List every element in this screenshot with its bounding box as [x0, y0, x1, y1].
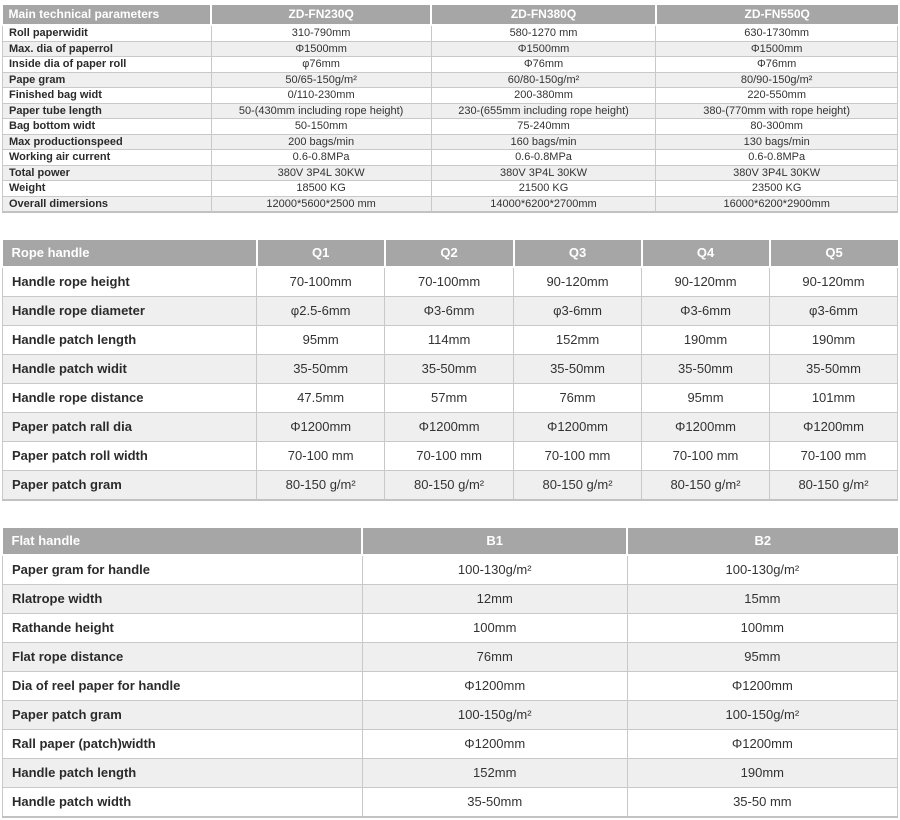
table-row	[3, 134, 898, 150]
cell-value: Φ1200mm	[514, 413, 642, 442]
table-row	[3, 413, 898, 442]
table-row	[3, 88, 898, 104]
row-label: Overall dimersions	[3, 196, 212, 212]
row-label: Inside dia of paper roll	[3, 57, 212, 73]
cell-value: 76mm	[514, 384, 642, 413]
cell-value: 152mm	[362, 759, 627, 788]
cell-value: 21500 KG	[431, 181, 656, 197]
row-label: Roll paperwidit	[3, 25, 212, 41]
cell-value: 50-150mm	[211, 119, 431, 135]
table-row	[3, 585, 898, 614]
table-row	[3, 471, 898, 501]
row-label: Pape gram	[3, 72, 212, 88]
row-label: Dia of reel paper for handle	[3, 672, 363, 701]
row-label: Rathande height	[3, 614, 363, 643]
table-row	[3, 165, 898, 181]
cell-value: Φ76mm	[431, 57, 656, 73]
cell-value: 0.6-0.8MPa	[431, 150, 656, 166]
cell-value: Φ3-6mm	[385, 297, 514, 326]
cell-value: φ2.5-6mm	[257, 297, 385, 326]
table-row	[3, 267, 898, 297]
table-row	[3, 672, 898, 701]
cell-value: 0.6-0.8MPa	[656, 150, 898, 166]
cell-value: 80-150 g/m²	[642, 471, 770, 501]
table-row	[3, 150, 898, 166]
cell-value: 190mm	[770, 326, 898, 355]
table-row	[3, 196, 898, 212]
cell-value: Φ1200mm	[362, 730, 627, 759]
cell-value: 15mm	[627, 585, 897, 614]
cell-value: Φ1500mm	[656, 41, 898, 57]
cell-value: 310-790mm	[211, 25, 431, 41]
row-label: Finished bag widt	[3, 88, 212, 104]
flat-handle-column-header-1: B2	[627, 528, 897, 555]
cell-value: 80-150 g/m²	[257, 471, 385, 501]
cell-value: 80/90-150g/m²	[656, 72, 898, 88]
cell-value: 16000*6200*2900mm	[656, 196, 898, 212]
main-technical-parameters-column-header-0: ZD-FN230Q	[211, 5, 431, 25]
cell-value: 70-100 mm	[257, 442, 385, 471]
table-row	[3, 643, 898, 672]
row-label: Paper gram for handle	[3, 555, 363, 585]
cell-value: 90-120mm	[770, 267, 898, 297]
cell-value: 75-240mm	[431, 119, 656, 135]
table-row	[3, 355, 898, 384]
cell-value: 101mm	[770, 384, 898, 413]
cell-value: 14000*6200*2700mm	[431, 196, 656, 212]
table-row	[3, 701, 898, 730]
cell-value: 76mm	[362, 643, 627, 672]
cell-value: φ76mm	[211, 57, 431, 73]
cell-value: 160 bags/min	[431, 134, 656, 150]
cell-value: 630-1730mm	[656, 25, 898, 41]
table-row	[3, 788, 898, 818]
cell-value: 100mm	[627, 614, 897, 643]
cell-value: Φ3-6mm	[642, 297, 770, 326]
cell-value: Φ1500mm	[431, 41, 656, 57]
cell-value: Φ1200mm	[362, 672, 627, 701]
row-label: Total power	[3, 165, 212, 181]
cell-value: 70-100 mm	[642, 442, 770, 471]
row-label: Rall paper (patch)width	[3, 730, 363, 759]
table-row	[3, 759, 898, 788]
cell-value: 12000*5600*2500 mm	[211, 196, 431, 212]
cell-value: 152mm	[514, 326, 642, 355]
cell-value: Φ76mm	[656, 57, 898, 73]
cell-value: 114mm	[385, 326, 514, 355]
flat-handle-table	[2, 528, 898, 818]
row-label: Handle patch widit	[3, 355, 257, 384]
cell-value: 95mm	[627, 643, 897, 672]
cell-value: 0/110-230mm	[211, 88, 431, 104]
cell-value: 35-50 mm	[627, 788, 897, 818]
cell-value: 35-50mm	[514, 355, 642, 384]
cell-value: 230-(655mm including rope height)	[431, 103, 656, 119]
cell-value: Φ1200mm	[770, 413, 898, 442]
row-label: Handle patch length	[3, 326, 257, 355]
cell-value: 380V 3P4L 30KW	[211, 165, 431, 181]
rope-handle-column-header-1: Q2	[385, 240, 514, 267]
cell-value: 35-50mm	[770, 355, 898, 384]
cell-value: 23500 KG	[656, 181, 898, 197]
cell-value: 60/80-150g/m²	[431, 72, 656, 88]
cell-value: 580-1270 mm	[431, 25, 656, 41]
cell-value: Φ1200mm	[642, 413, 770, 442]
main-technical-parameters-header-row	[3, 5, 898, 25]
cell-value: 190mm	[627, 759, 897, 788]
table-row	[3, 72, 898, 88]
table-row	[3, 119, 898, 135]
row-label: Bag bottom widt	[3, 119, 212, 135]
cell-value: φ3-6mm	[770, 297, 898, 326]
flat-handle-header-row	[3, 528, 898, 555]
rope-handle-header-row	[3, 240, 898, 267]
table-row	[3, 297, 898, 326]
rope-handle-column-header-2: Q3	[514, 240, 642, 267]
row-label: Handle rope distance	[3, 384, 257, 413]
cell-value: 90-120mm	[642, 267, 770, 297]
row-label: Paper patch roll width	[3, 442, 257, 471]
cell-value: 18500 KG	[211, 181, 431, 197]
cell-value: 70-100 mm	[770, 442, 898, 471]
cell-value: 190mm	[642, 326, 770, 355]
rope-handle-title: Rope handle	[3, 240, 257, 267]
rope-handle-column-header-0: Q1	[257, 240, 385, 267]
table-row	[3, 41, 898, 57]
rope-handle-column-header-3: Q4	[642, 240, 770, 267]
cell-value: 35-50mm	[362, 788, 627, 818]
cell-value: 35-50mm	[642, 355, 770, 384]
cell-value: 100-130g/m²	[362, 555, 627, 585]
flat-handle-column-header-0: B1	[362, 528, 627, 555]
row-label: Weight	[3, 181, 212, 197]
cell-value: Φ1200mm	[627, 730, 897, 759]
main-technical-parameters-column-header-2: ZD-FN550Q	[656, 5, 898, 25]
cell-value: 90-120mm	[514, 267, 642, 297]
cell-value: 100mm	[362, 614, 627, 643]
cell-value: Φ1200mm	[385, 413, 514, 442]
row-label: Rlatrope width	[3, 585, 363, 614]
cell-value: 100-150g/m²	[627, 701, 897, 730]
cell-value: Φ1200mm	[627, 672, 897, 701]
cell-value: 380V 3P4L 30KW	[656, 165, 898, 181]
cell-value: 220-550mm	[656, 88, 898, 104]
cell-value: 35-50mm	[385, 355, 514, 384]
main-technical-parameters-title: Main technical parameters	[3, 5, 212, 25]
cell-value: 57mm	[385, 384, 514, 413]
cell-value: 80-150 g/m²	[770, 471, 898, 501]
table-row	[3, 555, 898, 585]
table-row	[3, 25, 898, 41]
main-technical-parameters-table	[2, 5, 898, 213]
cell-value: 95mm	[642, 384, 770, 413]
cell-value: 200 bags/min	[211, 134, 431, 150]
row-label: Max. dia of paperrol	[3, 41, 212, 57]
cell-value: 80-300mm	[656, 119, 898, 135]
table-row	[3, 384, 898, 413]
cell-value: 380V 3P4L 30KW	[431, 165, 656, 181]
cell-value: 95mm	[257, 326, 385, 355]
cell-value: φ3-6mm	[514, 297, 642, 326]
row-label: Handle rope height	[3, 267, 257, 297]
cell-value: Φ1500mm	[211, 41, 431, 57]
table-row	[3, 730, 898, 759]
cell-value: 70-100mm	[257, 267, 385, 297]
row-label: Flat rope distance	[3, 643, 363, 672]
table-row	[3, 614, 898, 643]
cell-value: 47.5mm	[257, 384, 385, 413]
table-row	[3, 326, 898, 355]
cell-value: 80-150 g/m²	[385, 471, 514, 501]
cell-value: 100-150g/m²	[362, 701, 627, 730]
row-label: Paper tube length	[3, 103, 212, 119]
cell-value: 70-100 mm	[514, 442, 642, 471]
main-technical-parameters-column-header-1: ZD-FN380Q	[431, 5, 656, 25]
table-row	[3, 181, 898, 197]
row-label: Working air current	[3, 150, 212, 166]
cell-value: 130 bags/min	[656, 134, 898, 150]
cell-value: 50/65-150g/m²	[211, 72, 431, 88]
cell-value: 12mm	[362, 585, 627, 614]
cell-value: 50-(430mm including rope height)	[211, 103, 431, 119]
cell-value: 0.6-0.8MPa	[211, 150, 431, 166]
flat-handle-title: Flat handle	[3, 528, 363, 555]
cell-value: 200-380mm	[431, 88, 656, 104]
row-label: Paper patch gram	[3, 471, 257, 501]
row-label: Max productionspeed	[3, 134, 212, 150]
rope-handle-column-header-4: Q5	[770, 240, 898, 267]
table-row	[3, 442, 898, 471]
row-label: Handle rope diameter	[3, 297, 257, 326]
table-row	[3, 103, 898, 119]
cell-value: Φ1200mm	[257, 413, 385, 442]
cell-value: 70-100 mm	[385, 442, 514, 471]
cell-value: 380-(770mm with rope height)	[656, 103, 898, 119]
row-label: Paper patch rall dia	[3, 413, 257, 442]
table-row	[3, 57, 898, 73]
rope-handle-table	[2, 240, 898, 501]
cell-value: 70-100mm	[385, 267, 514, 297]
cell-value: 80-150 g/m²	[514, 471, 642, 501]
row-label: Handle patch length	[3, 759, 363, 788]
cell-value: 100-130g/m²	[627, 555, 897, 585]
row-label: Paper patch gram	[3, 701, 363, 730]
cell-value: 35-50mm	[257, 355, 385, 384]
row-label: Handle patch width	[3, 788, 363, 818]
